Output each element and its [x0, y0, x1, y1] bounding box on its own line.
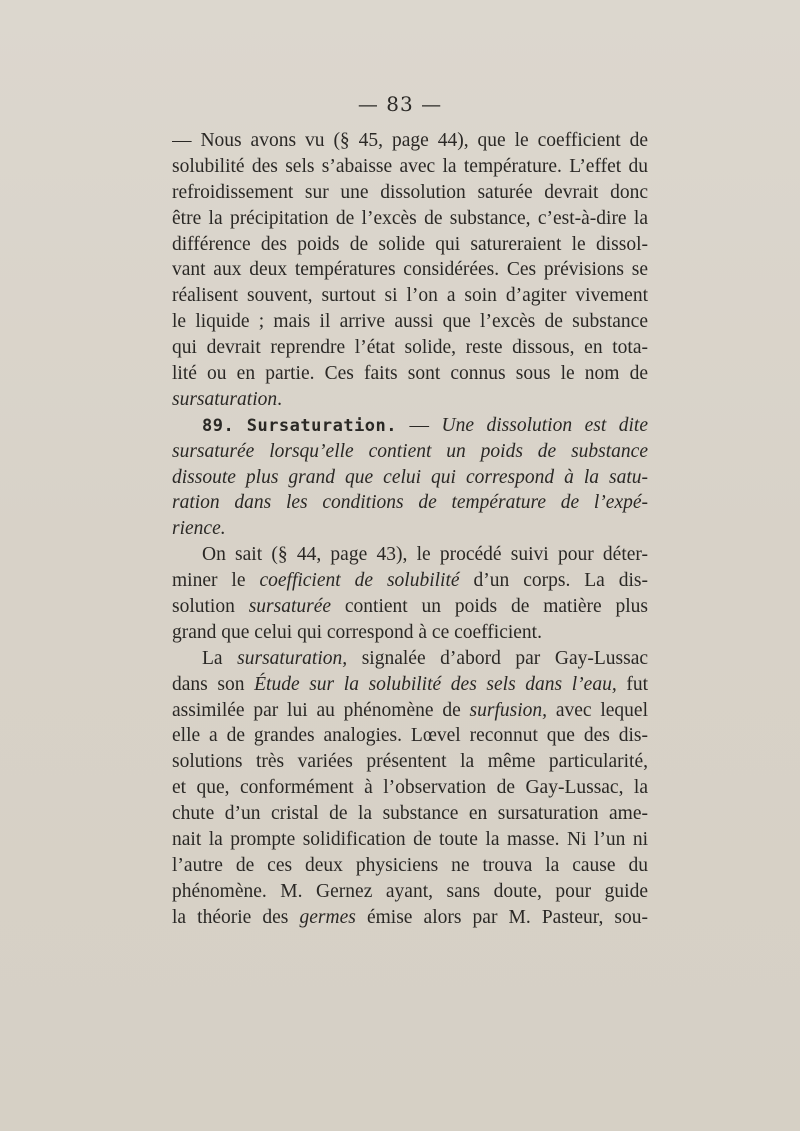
text-line: l’autre de ces deux physiciens ne trouva la cause du: [172, 854, 648, 876]
text-run: La: [202, 647, 223, 669]
italic-term: sursaturation: [172, 388, 278, 410]
text-line: réalisent souvent, surtout si l’on a soin d’agiter vivement: [172, 285, 648, 307]
text-line: différence des poids de solide qui satureraient le dissol-: [172, 233, 648, 255]
text-run: la théorie des: [172, 906, 289, 928]
section-heading-line: [172, 413, 648, 439]
italic-term: coefficient de solubilité: [259, 570, 460, 592]
dash: —: [409, 414, 430, 436]
text-line: chute d’un cristal de la substance en sursaturation ame-: [172, 803, 648, 825]
text-line: vant aux deux températures considérées. Ces prévisions se: [172, 259, 648, 281]
text-line: [172, 646, 648, 672]
text-run: signalée d’abord par Gay-Lussac: [361, 647, 648, 669]
section-number: 89.: [202, 415, 235, 436]
text-line: [172, 387, 648, 413]
text-line: [172, 905, 648, 931]
text-run: fut: [626, 673, 648, 695]
text-line: [172, 594, 648, 620]
text-line: phénomène. M. Gernez ayant, sans doute, pour guide: [172, 880, 648, 902]
text-line: nait la prompte solidification de toute la masse. Ni l’un ni: [172, 829, 648, 851]
definition-line: ration dans les conditions de température de l’expé-: [172, 492, 648, 514]
text-line: elle a de grandes analogies. Lœvel reconnut que des dis-: [172, 725, 648, 747]
text-run: dans son: [172, 673, 245, 695]
text-line: [172, 672, 648, 698]
italic-term: sursaturée: [248, 596, 332, 618]
text-line: le liquide ; mais il arrive aussi que l’excès de substance: [172, 311, 648, 333]
section-title: Sursaturation.: [246, 415, 398, 436]
text-line: refroidissement sur une dissolution saturée devrait donc: [172, 181, 648, 203]
italic-term: surfusion,: [469, 699, 548, 721]
text-line: grand que celui qui correspond à ce coefficient.: [172, 621, 542, 643]
text-run: solution: [172, 596, 235, 618]
text-run: d’un corps. La dis-: [473, 570, 648, 592]
text-line: solubilité des sels s’abaisse avec la température. L’effet du: [172, 155, 648, 177]
definition-text: Une dissolution est dite: [441, 414, 648, 436]
italic-term: sursaturation,: [237, 647, 348, 669]
text-line: lité ou en partie. Ces faits sont connus sous le nom de: [172, 363, 648, 385]
text-line: On sait (§ 44, page 43), le procédé suivi pour déter-: [202, 544, 648, 566]
text-line: — Nous avons vu (§ 45, page 44), que le coefficient de: [172, 130, 648, 151]
body-text: [172, 128, 648, 931]
text-run: assimilée par lui au phénomène de: [172, 699, 461, 721]
text-line: être la précipitation de l’excès de substance, c’est-à-dire la: [172, 207, 648, 229]
definition-line: dissoute plus grand que celui qui correspond à la satu-: [172, 466, 648, 488]
text-run: contient un poids de matière plus: [344, 596, 648, 618]
text-line: et que, conformément à l’observation de Gay-Lussac, la: [172, 777, 648, 799]
punctuation: .: [277, 388, 282, 410]
italic-term: germes: [299, 906, 356, 928]
text-run: avec lequel: [555, 699, 648, 721]
text-run: miner le: [172, 570, 246, 592]
text-run: émise alors par M. Pasteur, sou-: [366, 906, 648, 928]
text-line: [172, 568, 648, 594]
text-line: qui devrait reprendre l’état solide, reste dissous, en tota-: [172, 337, 648, 359]
page-number: — 83 —: [357, 92, 443, 116]
text-line: solutions très variées présentent la même particularité,: [172, 751, 648, 773]
definition-line: sursaturée lorsqu’elle contient un poids de substance: [172, 440, 648, 462]
text-line: [172, 698, 648, 724]
definition-line: rience.: [172, 518, 226, 540]
italic-title: Étude sur la solubilité des sels dans l’eau,: [254, 673, 617, 695]
